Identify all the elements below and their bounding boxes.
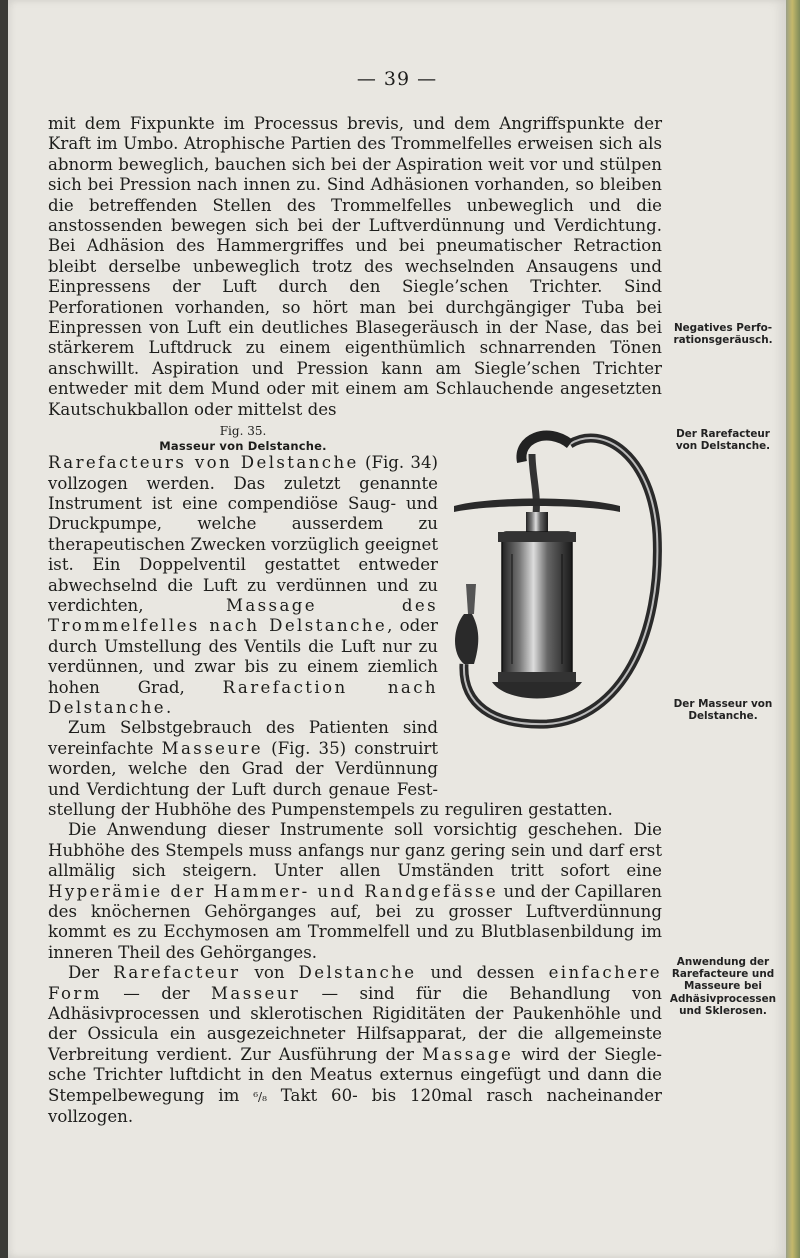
- figure-caption: Masseur von Delstanche.: [159, 439, 327, 454]
- margin-note-perforation: Negatives Perforationsgeräusch.: [673, 322, 773, 347]
- figure-number: Fig. 35.: [219, 424, 267, 439]
- paragraph-4-text: — der: [101, 983, 212, 1003]
- paragraph-3-continued: und der Capillaren des knöchernen Gehörganges auf, bei zu grosser Luftverdünnung kommt es zu Ecchymosen am Trommelfell und zu Blutblasenbildung im inneren Theil des Gehörganges.: [48, 881, 662, 962]
- paragraph-4: [48, 963, 662, 1127]
- spaced-term: Masseure: [161, 738, 263, 758]
- time-signature: ⁶/₈: [253, 1089, 267, 1104]
- paragraph-1-continued: , oder durch Umstellung des Ventils die Luft nur zu verdünnen, und zwar bis zu einem ziemlich hohen Grad,: [48, 616, 438, 697]
- paragraph-4-text: — sind für die Behandlung von Adhäsivprocessen und sklerotischen Rigiditäten der Paukenhöhle und der Ossicula ein ausgezeichneter Hilfsapparat, der die allgemeinste Verbreitung verdient. Zur Ausführung der: [48, 983, 662, 1064]
- spaced-term: Massage des Trommelfelles nach Delstanche: [48, 595, 438, 636]
- margin-note-application: Anwendung der Rarefacteure und Masseure bei Adhäsivprocessen und Sklerosen.: [669, 956, 777, 1017]
- spaced-term: Masseur: [211, 983, 301, 1003]
- spaced-term: Rarefaction nach Delstanche: [48, 677, 438, 717]
- paragraph-2-continued: (Fig. 35) construirt worden, welche den Grad der Verdünnung und Verdichtung der Luft durch genaue Feststellung der Hubhöhe des Pumpenstempels zu reguliren gestatten.: [48, 738, 613, 819]
- paragraph-4-text: von: [240, 963, 299, 983]
- paragraph-4-text: wird der Sieglesche Trichter luftdicht in den Meatus externus eingefügt und dann die Stempelbewegung im: [48, 1044, 662, 1105]
- spaced-term: Massage: [422, 1044, 514, 1064]
- paragraph-4-text: und dessen: [416, 963, 549, 983]
- spaced-term: einfachere Form: [48, 963, 662, 1003]
- main-text: [48, 114, 662, 1128]
- paragraph-3-text: Die Anwendung dieser Instrumente soll vorsichtig geschehen. Die Hubhöhe des Stempels muss anfangs nur ganz gering sein und darf erst allmälig sich steigern. Unter allen Umständen tritt sofort eine: [48, 820, 662, 881]
- spaced-term: Hyperämie der Hammer- und Randgefässe: [48, 881, 499, 901]
- spaced-term: Rarefacteurs von Delstanche: [48, 453, 359, 473]
- figure-35: [452, 414, 662, 792]
- paragraph-3: [48, 820, 662, 963]
- page-edge: [786, 0, 800, 1258]
- spaced-term: Delstanche: [298, 963, 417, 983]
- paragraph-1-text: mit dem Fixpunkte im Processus brevis, und dem Angriffspunkte der Kraft im Umbo. Atrophische Partien des Trommelfelles erweisen sich als abnorm beweglich, bauchen sich bei der Aspiration weit vor und stülpen sich bei Pression nach innen zu. Sind Adhäsionen vorhanden, so bleiben die betreffenden Stellen des Trommelfelles unbeweglich und die anstossenden bewegen sich bei der Luftverdünnung und Verdichtung. Bei Adhäsion des Hammergriffes und bei pneumatischer Retraction bleibt derselbe unbeweglich trotz des wechselnden Ansaugens und Einpressens der Luft durch den Siegle’schen Trichter. Sind Perforationen vorhanden, so hört man bei durchgängiger Tuba bei Einpressen von Luft ein deutliches Blasegeräusch in der Nase, das bei stärkerem Luftdruck zu einem eigenthümlich schnarrenden Tönen anschwillt. Aspiration und Pression kann am Siegle’schen Trichter entweder mit dem Mund oder mit einem am Schlauchende angesetzten Kautschukballon oder mittelst des: [48, 114, 662, 419]
- margin-note-masseur: Der Masseur von Delstanche.: [673, 698, 773, 723]
- page-number: — 39 —: [356, 68, 438, 90]
- paragraph-1-end: .: [166, 697, 172, 717]
- paragraph-1: [48, 114, 662, 420]
- margin-note-rarefacteur: Der Rarefacteur von Delstanche.: [675, 428, 771, 453]
- spaced-term: Rarefacteur: [113, 963, 241, 983]
- paragraph-4-text: Der: [68, 963, 114, 983]
- paragraph-2-text: Zum Selbstgebrauch des Patienten sind vereinfachte: [48, 718, 438, 758]
- book-page: [8, 0, 786, 1258]
- paragraph-1-continued: (Fig. 34) vollzogen werden. Das zuletzt genannte Instrument ist eine compendiöse Saug- und Druckpumpe, welche ausserdem zu therapeutischen Zwecken vorzüglich geeignet ist. Ein Doppelventil gestattet entweder abwechselnd die Luft zu verdünnen und zu verdichten,: [48, 453, 438, 615]
- paragraph-4-end: Takt 60- bis 120mal rasch nacheinander vollzogen.: [48, 1085, 662, 1127]
- masseur-illustration: [452, 414, 662, 746]
